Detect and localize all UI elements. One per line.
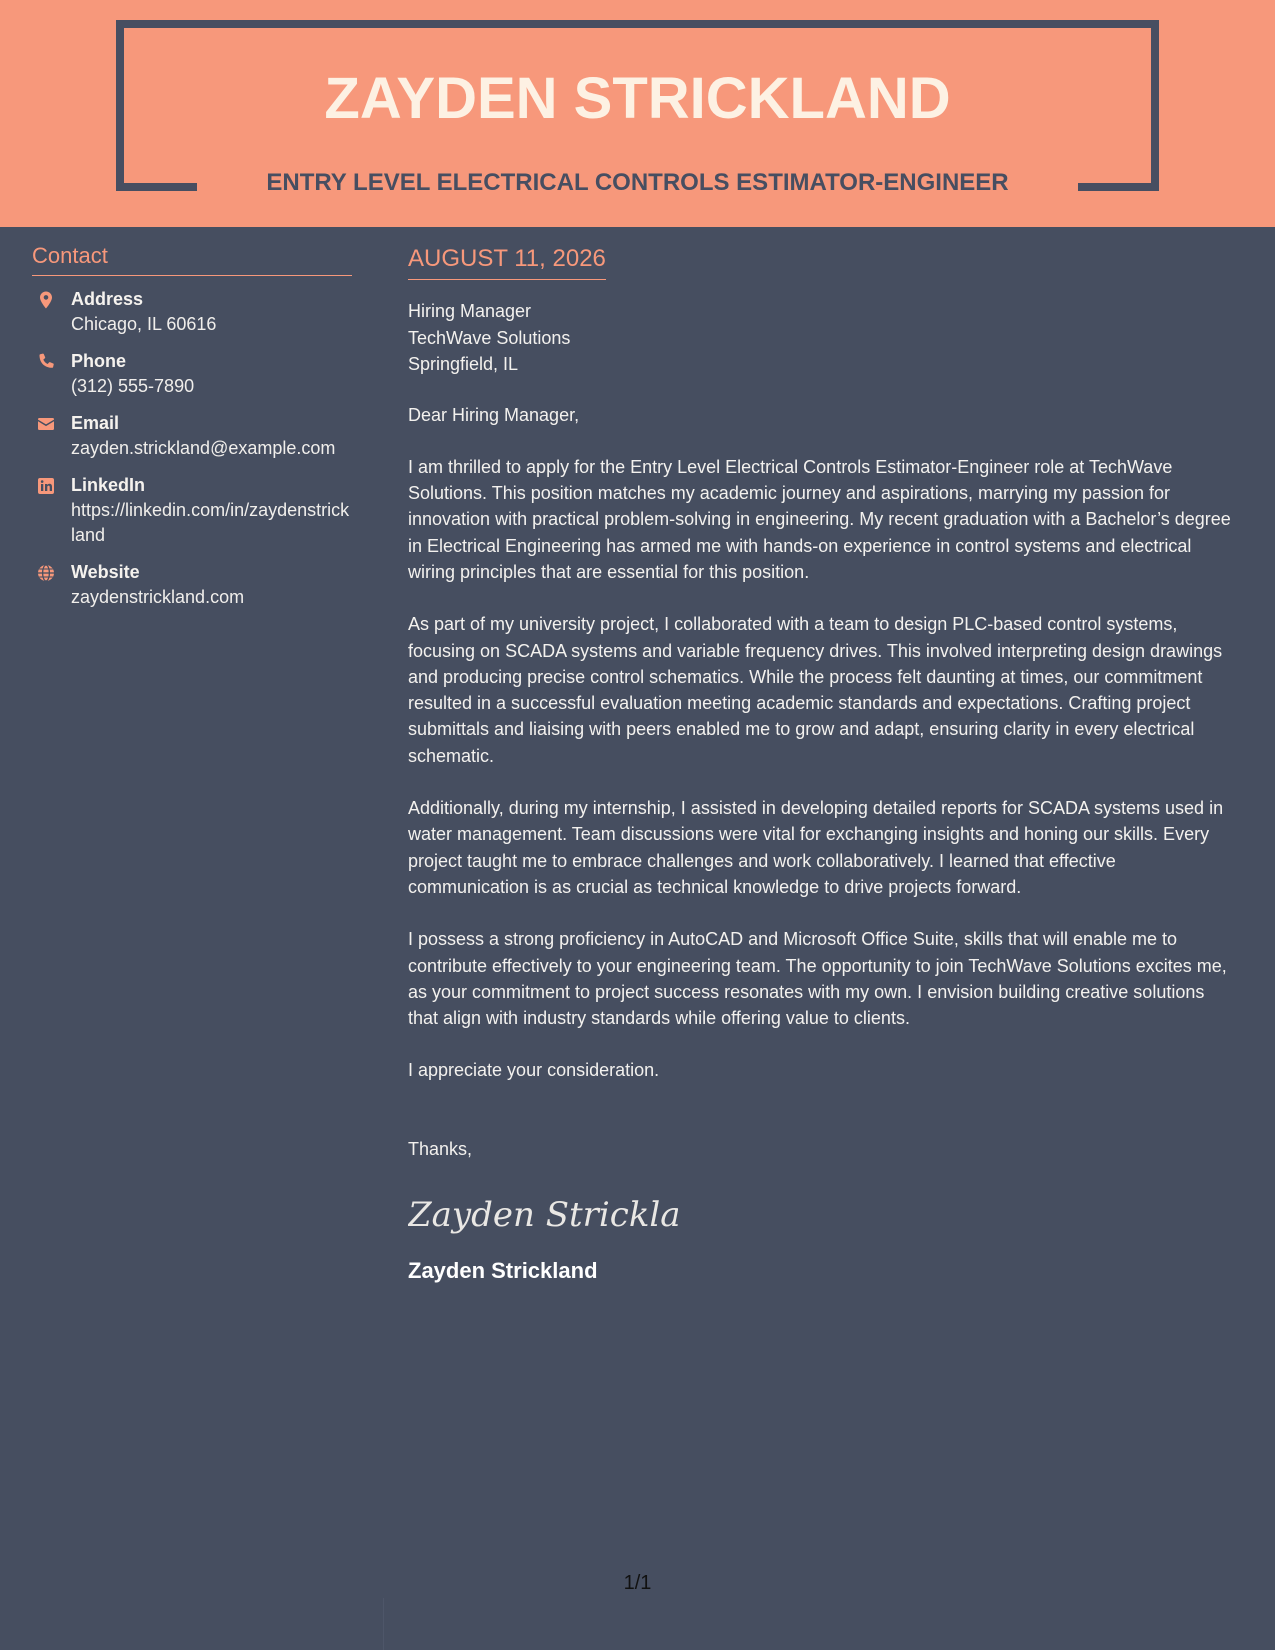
- applicant-name: ZAYDEN STRICKLAND: [324, 66, 951, 131]
- letter-date: AUGUST 11, 2026: [408, 243, 606, 280]
- contact-label: LinkedIn: [71, 475, 146, 495]
- recipient-title: Hiring Manager: [408, 301, 532, 321]
- recipient-location: Springfield, IL: [408, 354, 519, 374]
- letter-closing: Thanks,: [408, 1138, 473, 1159]
- linkedin-icon: [36, 476, 56, 496]
- contact-value: Chicago, IL 60616: [71, 314, 217, 334]
- contact-label: Address: [71, 289, 144, 309]
- contact-website: [32, 560, 352, 610]
- contact-label: Phone: [71, 351, 127, 371]
- contact-sidebar: [32, 240, 352, 622]
- contact-value: (312) 555-7890: [71, 376, 195, 396]
- page-divider: [383, 1598, 384, 1650]
- letter-paragraph: I possess a strong proficiency in AutoCAD and Microsoft Office Suite, skills that will enable me to contribute effectively to your engineering team. The opportunity to join TechWave Solutions excites me, as your commitment to project success resonates with my own. I envision building creative solutions that align with industry standards while offering value to clients.: [408, 929, 1227, 1029]
- contact-value[interactable]: https://linkedin.com/in/zaydenstrickland: [71, 500, 350, 545]
- map-pin-icon: [36, 290, 56, 310]
- globe-icon: [36, 563, 56, 583]
- contact-value[interactable]: zayden.strickland@example.com: [71, 438, 336, 458]
- signature-text: Zayden Stricklan: [408, 1195, 678, 1236]
- letter-paragraph: I am thrilled to apply for the Entry Level Electrical Controls Estimator-Engineer role at TechWave Solutions. This position matches my academic journey and aspirations, marrying my passion for innovation with practical problem-solving in engineering. My recent graduation with a Bachelor’s degree in Electrical Engineering has armed me with hands-on experience in control systems and electrical wiring principles that are essential for this position.: [408, 456, 1231, 582]
- contact-heading: Contact: [32, 240, 352, 276]
- letter-paragraph: As part of my university project, I collaborated with a team to design PLC-based control systems, focusing on SCADA systems and variable frequency drives. This involved interpreting design drawings and producing precise control schematics. While the process felt daunting at times, our commitment resulted in a successful evaluation meeting academic standards and expectations. Crafting project submittals and liaising with peers enabled me to grow and adapt, ensuring clarity in every electrical schematic.: [408, 614, 1223, 766]
- contact-value[interactable]: zaydenstrickland.com: [71, 587, 245, 607]
- letter-paragraph: I appreciate your consideration.: [408, 1060, 660, 1081]
- letter-paragraph: Additionally, during my internship, I assisted in developing detailed reports for SCADA systems used in water management. Team discussions were vital for exchanging insights and honing our skills. Every project taught me to embrace challenges and work collaboratively. I learned that effective communication is as crucial as technical knowledge to drive projects forward.: [408, 798, 1224, 897]
- signature-image: [408, 1188, 678, 1238]
- handwritten-signature: [408, 1188, 1238, 1238]
- contact-address: [32, 287, 352, 337]
- envelope-icon: [36, 414, 56, 434]
- header-banner: [0, 0, 1275, 227]
- contact-email: [32, 411, 352, 461]
- contact-label: Email: [71, 413, 120, 433]
- contact-label: Website: [71, 562, 140, 582]
- recipient-block: [408, 298, 1238, 378]
- job-title: ENTRY LEVEL ELECTRICAL CONTROLS ESTIMATOR-ENGINEER: [266, 169, 1009, 196]
- letter-body: [408, 243, 1238, 1286]
- phone-icon: [36, 352, 56, 372]
- letter-greeting: Dear Hiring Manager,: [408, 404, 580, 425]
- contact-phone: [32, 349, 352, 399]
- page-number: 1/1: [623, 1572, 652, 1594]
- recipient-company: TechWave Solutions: [408, 327, 571, 348]
- contact-linkedin: [32, 473, 352, 548]
- signed-name: Zayden Strickland: [408, 1258, 598, 1284]
